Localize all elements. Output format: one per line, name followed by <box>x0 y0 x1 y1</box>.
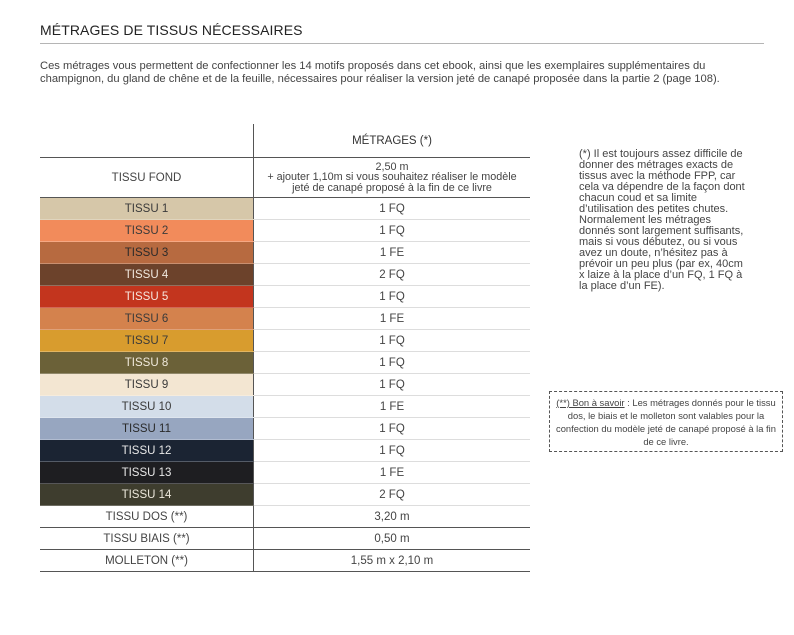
footnote-metrages: (*) Il est toujours assez difficile de donner des métrages exacts de tissus avec la méthode FPP, car cela va dépendre de la façon dont chacun coud et sa limite d’utilisation des petites chutes. Normalement les métrages donnés sont largement suffisants, mais si vous débutez, ou si vous avez un doute, n’hésitez pas à prévoir un peu plus (par ex, 40cm x laize à la place d’un FQ, 1 FQ à la place d’un FE). <box>579 148 745 292</box>
fabric-swatch-label: TISSU 9 <box>40 374 254 396</box>
fabric-swatch-label: TISSU 11 <box>40 418 254 440</box>
fabric-swatch-label: TISSU 4 <box>40 264 254 286</box>
fond-value-main: 2,50 m <box>375 160 409 173</box>
row-value: 1 FQ <box>254 286 531 308</box>
table-row-tissu-8 <box>40 352 530 374</box>
row-value: 1 FQ <box>254 440 531 462</box>
good-to-know-box <box>549 391 783 452</box>
row-label: MOLLETON (**) <box>40 550 254 572</box>
row-value: 1,55 m x 2,10 m <box>254 550 531 572</box>
row-value: 1 FE <box>254 242 531 264</box>
row-value: 2 FQ <box>254 484 531 506</box>
table-row-tissu-13 <box>40 462 530 484</box>
fabric-swatch-label: TISSU 12 <box>40 440 254 462</box>
row-value: 1 FQ <box>254 352 531 374</box>
table-row-tissu-6 <box>40 308 530 330</box>
fond-value-note-1: + ajouter 1,10m si vous souhaitez réaliser le modèle <box>267 171 517 184</box>
row-value: 0,50 m <box>254 528 531 550</box>
fabric-swatch-label: TISSU 2 <box>40 220 254 242</box>
table-row-tissu-5 <box>40 286 530 308</box>
fabric-swatch-label: TISSU 13 <box>40 462 254 484</box>
column-header-metrages: MÉTRAGES (*) <box>254 124 531 158</box>
fond-value-note-2: jeté de canapé proposé à la fin de ce livre <box>292 181 492 194</box>
good-to-know-text: : Les métrages donnés pour le tissu dos, le biais et le molleton sont valables pour la confection du modèle jeté de canapé proposé à la fin de ce livre. <box>556 397 776 447</box>
row-value: 3,20 m <box>254 506 531 528</box>
row-label: TISSU BIAIS (**) <box>40 528 254 550</box>
fabric-swatch-label: TISSU 14 <box>40 484 254 506</box>
title-divider <box>40 43 764 44</box>
row-value: 1 FE <box>254 396 531 418</box>
table-row-tissu-9 <box>40 374 530 396</box>
table-row-tissu-7 <box>40 330 530 352</box>
table-row-extra-3 <box>40 550 530 572</box>
intro-paragraph: Ces métrages vous permettent de confectionner les 14 motifs proposés dans cet ebook, ainsi que les exemplaires supplémentaires du champignon, du gland de chêne et de la feuille, nécessaires pour réaliser la version jeté de canapé proposée dans la partie 2 (page 108). <box>40 60 720 85</box>
table-row-extra-1 <box>40 506 530 528</box>
row-value <box>254 158 531 198</box>
table-row-tissu-12 <box>40 440 530 462</box>
row-value: 1 FE <box>254 462 531 484</box>
fabric-table <box>40 124 530 572</box>
row-value: 1 FQ <box>254 330 531 352</box>
table-row-tissu-14 <box>40 484 530 506</box>
fabric-swatch-label: TISSU 3 <box>40 242 254 264</box>
row-value: 1 FQ <box>254 418 531 440</box>
good-to-know-label: (**) Bon à savoir <box>556 397 625 408</box>
table-row-tissu-4 <box>40 264 530 286</box>
fabric-swatch-label: TISSU 8 <box>40 352 254 374</box>
row-value: 1 FQ <box>254 198 531 220</box>
fabric-swatch-label: TISSU 10 <box>40 396 254 418</box>
table-row-tissu-11 <box>40 418 530 440</box>
table-row-tissu-2 <box>40 220 530 242</box>
table-row-tissu-10 <box>40 396 530 418</box>
row-label: TISSU DOS (**) <box>40 506 254 528</box>
fabric-swatch-label: TISSU 5 <box>40 286 254 308</box>
row-value: 2 FQ <box>254 264 531 286</box>
row-value: 1 FQ <box>254 374 531 396</box>
table-corner <box>40 124 254 158</box>
fabric-swatch-label: TISSU 1 <box>40 198 254 220</box>
row-label: TISSU FOND <box>40 158 254 198</box>
table-row-tissu-3 <box>40 242 530 264</box>
fabric-swatch-label: TISSU 7 <box>40 330 254 352</box>
table-row-tissu-fond <box>40 158 530 198</box>
row-value: 1 FQ <box>254 220 531 242</box>
table-row-extra-2 <box>40 528 530 550</box>
table-row-tissu-1 <box>40 198 530 220</box>
page-title: MÉTRAGES DE TISSUS NÉCESSAIRES <box>40 22 303 38</box>
row-value: 1 FE <box>254 308 531 330</box>
fabric-swatch-label: TISSU 6 <box>40 308 254 330</box>
